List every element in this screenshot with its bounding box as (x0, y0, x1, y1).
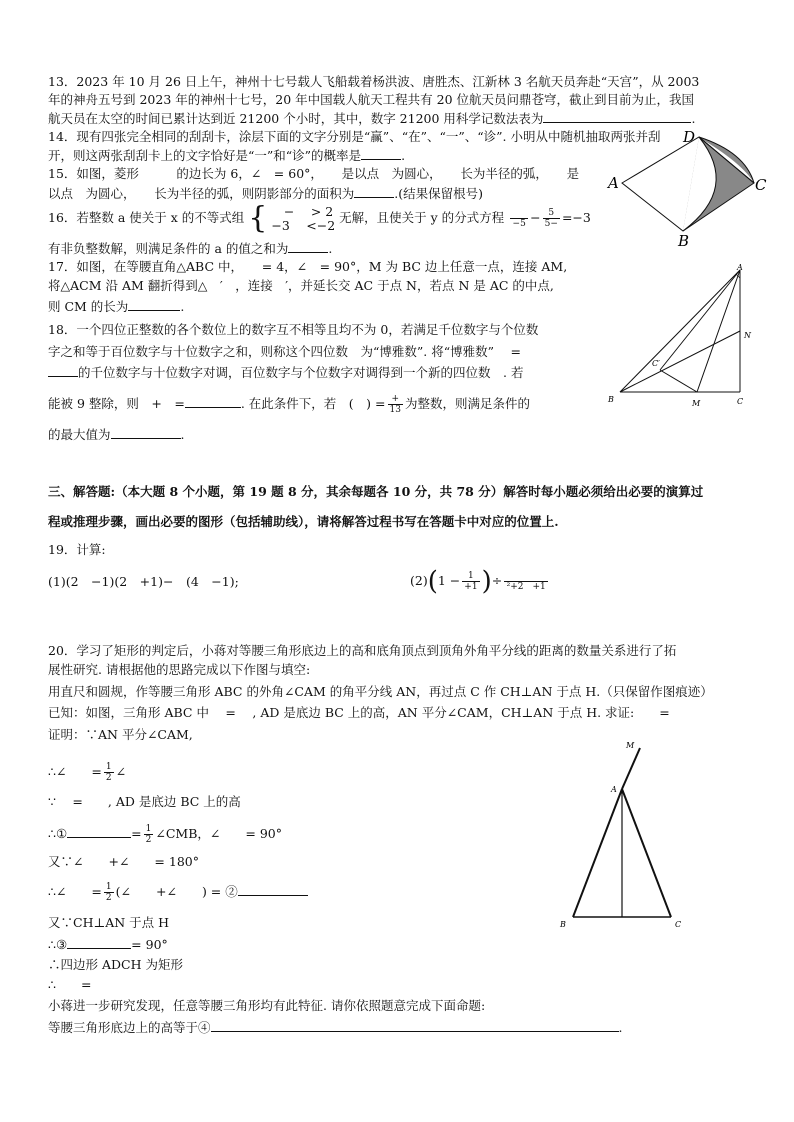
q20-step5-frac-den: 2 (105, 893, 112, 903)
section3-line2: 程或推理步骤，画出必要的图形（包括辅助线），请将解答过程书写在答题卡中对应的位置上. (48, 514, 559, 529)
q17-side-ba (620, 270, 740, 392)
q20-step7a: ∴③ (48, 937, 68, 952)
q15-line2 (48, 185, 483, 202)
q17-label-b: B (608, 395, 614, 404)
q18-line3-text: 的千位数字与十位数字对调，百位数字与个位数字对调得到一个新的四位数 . 若 (78, 365, 524, 380)
q15-label-a: A (608, 174, 619, 192)
q17-line3 (48, 298, 184, 315)
q20-label-a: A (611, 785, 617, 794)
q19-div: ÷ (491, 573, 503, 588)
q19-frac2-num (504, 571, 548, 582)
q16-line2-text: 有非负整数解，则满足条件的 a 的值之和为 (48, 241, 289, 256)
q17-answer-blank[interactable] (128, 298, 180, 311)
q16-frac1-den: −5 (512, 219, 526, 229)
q16-rhs: =−3 (561, 210, 591, 225)
q20-step3-frac-den: 2 (145, 835, 152, 845)
q20-step1 (48, 760, 126, 784)
q19-part2-a: 1 − (437, 573, 461, 588)
q13-line3-text: 航天员在太空的时间已累计达到近 21200 个小时，其中，数字 21200 用科学记数法表为 (48, 111, 544, 126)
q20-step3-frac (144, 824, 154, 845)
q16-end: . (328, 241, 333, 256)
q20-step5a: ∴∠ = (48, 884, 102, 899)
q16-frac2 (543, 208, 560, 229)
q18-line4b: . 在此条件下，若 ( ) = (240, 396, 386, 411)
q16-line2 (48, 240, 332, 257)
q18-frac-den: 13 (389, 405, 401, 415)
q18-line5 (48, 426, 185, 443)
q20-triangle-figure (556, 740, 696, 940)
q14-line1: 14．现有四张完全相同的刮刮卡，涂层下面的文字分别是“赢”、“在”、“一”、“诊”. 小明从中随机抽取两张并刮 (48, 129, 661, 144)
q20-blank-2[interactable] (238, 883, 308, 896)
q19-part2-pre: (2) (410, 573, 428, 588)
q19-frac1-num: 1 (462, 571, 479, 582)
q20-step9: ∴ = (48, 977, 92, 992)
q20-label-b: B (560, 920, 566, 929)
q20-step3 (48, 822, 282, 846)
q18-answer-blank-1[interactable] (185, 395, 241, 408)
q20-step7b: = 90° (131, 937, 168, 952)
q19-frac1-den: +1 (464, 582, 478, 592)
q20-blank-3[interactable] (67, 936, 131, 949)
q17-segment-am (697, 270, 740, 392)
q16-inequality-system (271, 205, 335, 233)
q20-line5: 证明：∵AN 平分∠CAM, (48, 727, 193, 742)
q14-answer-blank[interactable] (361, 147, 401, 160)
q20-step11 (48, 1019, 623, 1036)
q19-frac1 (462, 571, 479, 592)
q20-step3b: = (131, 826, 142, 841)
q17-line1: 17．如图，在等腰直角△ABC 中， = 4，∠ = 90°，M 为 BC 边上任意一点，连接 AM, (48, 259, 568, 274)
q20-side-ab (573, 789, 622, 917)
q18-end: . (180, 427, 185, 442)
q20-step10: 小蒋进一步研究发现，任意等腰三角形均有此特征. 请你依照题意完成下面命题: (48, 998, 486, 1013)
q19-frac2-den: ²+2 +1 (506, 582, 546, 592)
q15-label-d: D (683, 128, 696, 146)
q19-title: 19．计算: (48, 542, 106, 557)
q18-frac (388, 394, 403, 415)
q20-line4: 已知：如图，三角形 ABC 中 = , AD 是底边 BC 上的高，AN 平分∠CAM，CH⊥AN 于点 H. 求证: = (48, 705, 670, 720)
q15-label-b: B (678, 232, 690, 250)
q19-paren-close: ) (481, 566, 492, 597)
q17-label-cprime: C′ (652, 359, 660, 368)
q16-pre: 16．若整数 a 使关于 x 的不等式组 (48, 210, 245, 225)
q17-label-a: A (737, 263, 743, 272)
q20-step7 (48, 936, 168, 953)
q20-side-ac (622, 789, 671, 917)
q18-line5-text: 的最大值为 (48, 427, 111, 442)
q19-frac2 (504, 571, 548, 592)
q13-line1: 13．2023 年 10 月 26 日上午，神州十七号载人飞船载着杨洪波、唐胜杰、江新林 3 名航天员奔赴“天宫”，从 2003 (48, 74, 700, 89)
q20-step6: 又∵CH⊥AN 于点 H (48, 915, 170, 930)
q17-triangle-figure (600, 262, 760, 412)
q20-step11-end: . (618, 1020, 623, 1035)
q17-segment-ac-prime (660, 270, 740, 370)
q16-frac1-num (510, 208, 528, 219)
q13-line3 (48, 110, 695, 127)
q16-answer-blank[interactable] (288, 240, 328, 253)
q16-frac2-num: 5 (543, 208, 560, 219)
q17-label-n: N (744, 331, 751, 340)
q16-frac2-den: 5− (544, 219, 558, 229)
q18-line4 (48, 392, 530, 416)
q17-segment-bn (620, 331, 740, 392)
q17-label-c: C (737, 397, 744, 406)
q16-frac1 (510, 208, 528, 229)
section3-line1: 三、解答题:（本大题 8 个小题，第 19 题 8 分，其余每题各 10 分，共 78 分）解答时每小题必须给出必要的演算过 (48, 484, 704, 499)
q20-step5b: (∠ +∠ ) = ② (115, 884, 238, 899)
q16-brace: { (248, 200, 268, 236)
q16-ineq-row1: − > 2 (271, 203, 334, 219)
q18-number-placeholder (48, 364, 78, 377)
q20-step3c: ∠CMB，∠ = 90° (155, 826, 282, 841)
q17-end: . (180, 299, 185, 314)
q20-ray-am (622, 748, 640, 789)
q20-step8: ∴四边形 ADCH 为矩形 (48, 957, 183, 972)
q20-step5-frac-num: 1 (105, 882, 112, 892)
q20-step1a: ∴∠ = (48, 764, 102, 779)
q13-answer-blank[interactable] (543, 110, 691, 123)
q16-minus: − (530, 210, 541, 225)
q14-end: . (401, 148, 406, 163)
q18-answer-blank-2[interactable] (111, 426, 181, 439)
q18-frac-num: + (388, 394, 403, 405)
q18-line2: 字之和等于百位数字与十位数字之和，则称这个四位数 为“博雅数”. 将“博雅数” = (48, 344, 521, 359)
q18-line4a: 能被 9 整除，则 + = (48, 396, 185, 411)
q17-label-m: M (692, 399, 701, 408)
q20-step11a: 等腰三角形底边上的高等于④ (48, 1020, 211, 1035)
q20-label-c: C (675, 920, 682, 929)
q14-line2-text: 开，则这两张刮刮卡上的文字恰好是“一”和“诊”的概率是 (48, 148, 362, 163)
q20-step1b: ∠ (115, 764, 127, 779)
q20-step4: 又∵∠ +∠ = 180° (48, 854, 199, 869)
q14-line2 (48, 147, 405, 164)
q20-blank-1[interactable] (67, 825, 131, 838)
q15-rhombus-figure (600, 128, 780, 248)
q16-line1 (48, 200, 591, 236)
q20-step5-frac (104, 882, 114, 903)
q15-end: .(结果保留根号) (394, 186, 483, 201)
q18-line1: 18．一个四位正整数的各个数位上的数字互不相等且均不为 0，若满足千位数字与个位数 (48, 322, 539, 337)
q20-step2: ∵ = , AD 是底边 BC 上的高 (48, 794, 241, 809)
q20-step1-frac-num: 1 (105, 762, 112, 772)
q16-ineq-row2: −3 <−2 (271, 217, 336, 233)
q17-segment-mc-prime (660, 370, 697, 392)
q20-line1: 20．学习了矩形的判定后，小蒋对等腰三角形底边上的高和底角顶点到顶角外角平分线的距离的数量关系进行了拓 (48, 643, 677, 658)
q20-blank-4[interactable] (211, 1019, 619, 1032)
q18-line3 (48, 364, 523, 381)
q20-step5 (48, 880, 308, 904)
q15-line2-text: 以点 为圆心， 长为半径的弧，则阴影部分的面积为 (48, 186, 355, 201)
q20-label-m: M (626, 741, 635, 750)
q20-line2: 展性研究. 请根据他的思路完成以下作图与填空: (48, 662, 311, 677)
q20-step3a: ∴① (48, 826, 68, 841)
q19-paren-open: ( (427, 566, 438, 597)
q20-step1-frac-den: 2 (105, 773, 112, 783)
q17-line3-text: 则 CM 的长为 (48, 299, 129, 314)
q13-end: . (691, 111, 696, 126)
q17-line2: 将△ACM 沿 AM 翻折得到△ ′ ，连接 ′，并延长交 AC 于点 N，若点 N 是 AC 的中点, (48, 278, 554, 293)
q19-part2 (410, 566, 550, 596)
q15-label-c: C (755, 176, 767, 194)
q20-line3: 用直尺和圆规，作等腰三角形 ABC 的外角∠CAM 的角平分线 AN，再过点 C 作 CH⊥AN 于点 H.（只保留作图痕迹） (48, 684, 713, 699)
q13-line2: 年的神舟五号到 2023 年的神州十七号，20 年中国载人航天工程共有 20 位航天员问鼎苍穹，截止到目前为止，我国 (48, 92, 694, 107)
q19-part1: (1)(2 −1)(2 +1)− (4 −1); (48, 574, 239, 589)
q15-line1: 15．如图，菱形 的边长为 6，∠ = 60°， 是以点 为圆心， 长为半径的弧， 是 (48, 166, 580, 181)
q20-step3-frac-num: 1 (145, 824, 152, 834)
q16-mid: 无解，且使关于 y 的分式方程 (339, 210, 505, 225)
q15-answer-blank[interactable] (354, 185, 394, 198)
q20-step1-frac (104, 762, 114, 783)
q18-line4c: 为整数，则满足条件的 (404, 396, 530, 411)
